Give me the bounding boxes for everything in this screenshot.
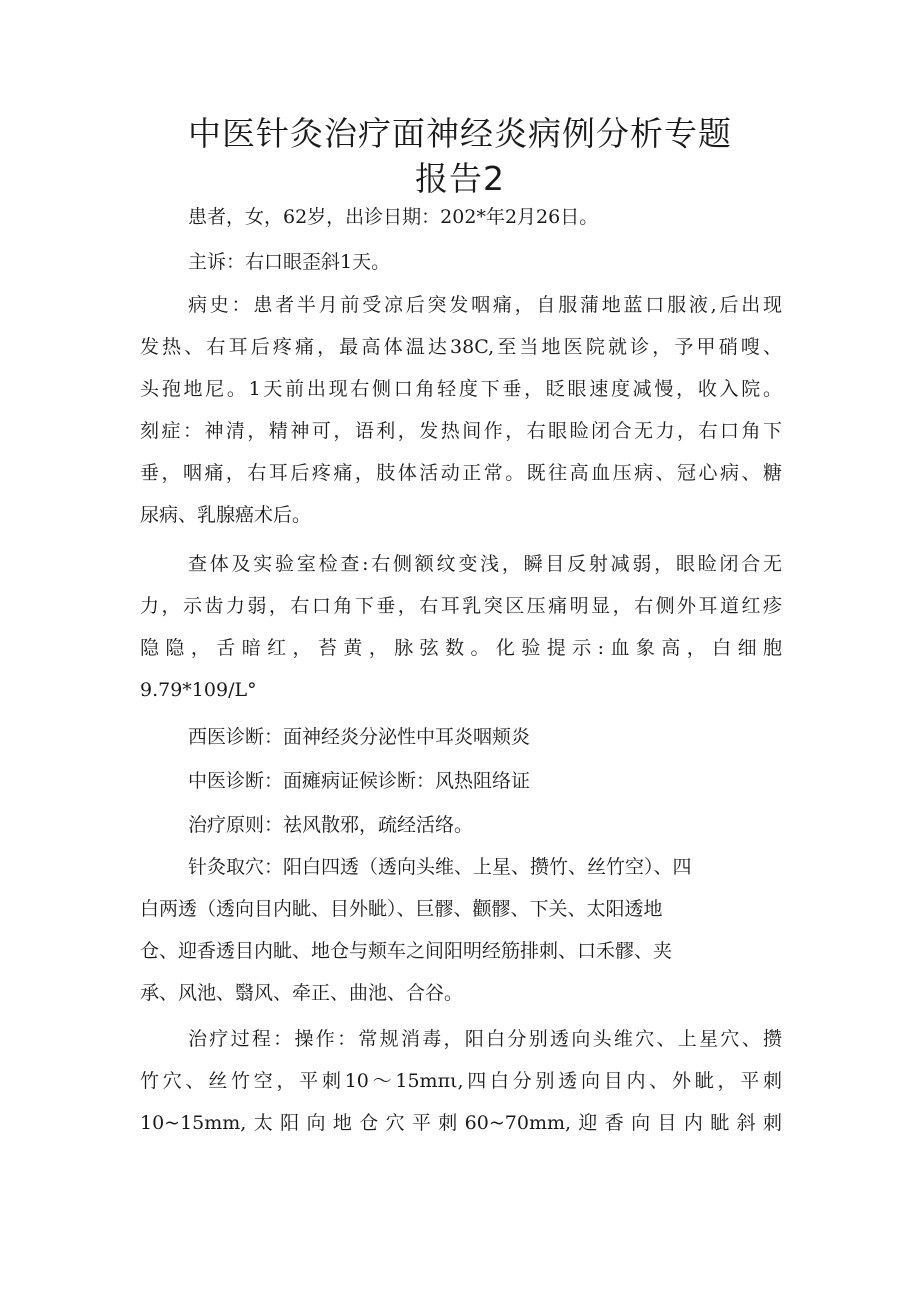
- treatment-principle: 治疗原则：祛风散邪，疏经活络。: [188, 814, 474, 836]
- history-line: 垂，咽痛，右耳后疼痛，肢体活动正常。既往高血压病、冠心病、糖: [140, 462, 782, 484]
- process-line: 治疗过程：操作：常规消毒，阳白分别透向头维穴、上星穴、攒: [188, 1028, 782, 1050]
- western-diagnosis: 西医诊断：面神经炎分泌性中耳炎咽颊炎: [188, 726, 531, 748]
- acupoint-line: 仓、迎香透目内眦、地仓与颊车之间阳明经筋排刺、口禾髎、夹: [140, 940, 673, 962]
- process-line: 10~15mm,太阳向地仓穴平刺60~70mm,迎香向目内眦斜刺: [140, 1112, 782, 1134]
- history-line: 尿病、乳腺癌术后。: [140, 504, 312, 526]
- acupoint-line: 承、风池、翳风、牵正、曲池、合谷。: [140, 982, 464, 1004]
- exam-line: 查体及实验室检查:右侧额纹变浅，瞬目反射减弱，眼睑闭合无: [188, 553, 782, 575]
- process-paragraph: [140, 1018, 782, 1144]
- tcm-diagnosis: 中医诊断：面瘫病证候诊断：风热阻络证: [188, 770, 531, 792]
- acupoint-paragraph: [140, 846, 782, 1014]
- exam-paragraph: [140, 543, 782, 711]
- acupoint-line: 针灸取穴：阳白四透（透向头维、上星、攒竹、丝竹空）、四: [188, 856, 692, 878]
- history-line: 病史：患者半月前受凉后突发咽痛，自服蒲地蓝口服液,后出现: [188, 294, 782, 316]
- chief-complaint: 主诉：右口眼歪斜1天。: [188, 251, 391, 273]
- patient-info: 患者，女，62岁，出诊日期：202*年2月26日。: [188, 206, 599, 228]
- history-line: 头孢地尼。1天前出现右侧口角轻度下垂，眨眼速度减慢，收入院。: [140, 378, 782, 400]
- exam-line: 力，示齿力弱，右口角下垂，右耳乳突区压痛明显，右侧外耳道红疹: [140, 595, 782, 617]
- document-title-line1: 中医针灸治疗面神经炎病例分析专题: [188, 114, 732, 153]
- document-title-line2: 报告2: [415, 159, 505, 198]
- history-paragraph: [140, 284, 782, 536]
- history-line: 刻症：神清，精神可，语利，发热间作，右眼睑闭合无力，右口角下: [140, 420, 782, 442]
- process-line: 竹穴、丝竹空，平刺10～15mπι,四白分别透向目内、外眦，平刺: [140, 1070, 782, 1092]
- exam-line: 9.79*109/L°: [140, 679, 257, 701]
- exam-line: 隐隐，舌暗红，苔黄，脉弦数。化验提示:血象高，白细胞: [140, 637, 782, 659]
- acupoint-line: 白两透（透向目内眦、目外眦）、巨髎、颧髎、下关、太阳透地: [140, 898, 663, 920]
- history-line: 发热、右耳后疼痛，最高体温达38C,至当地医院就诊，予甲硝嗖、: [140, 336, 782, 358]
